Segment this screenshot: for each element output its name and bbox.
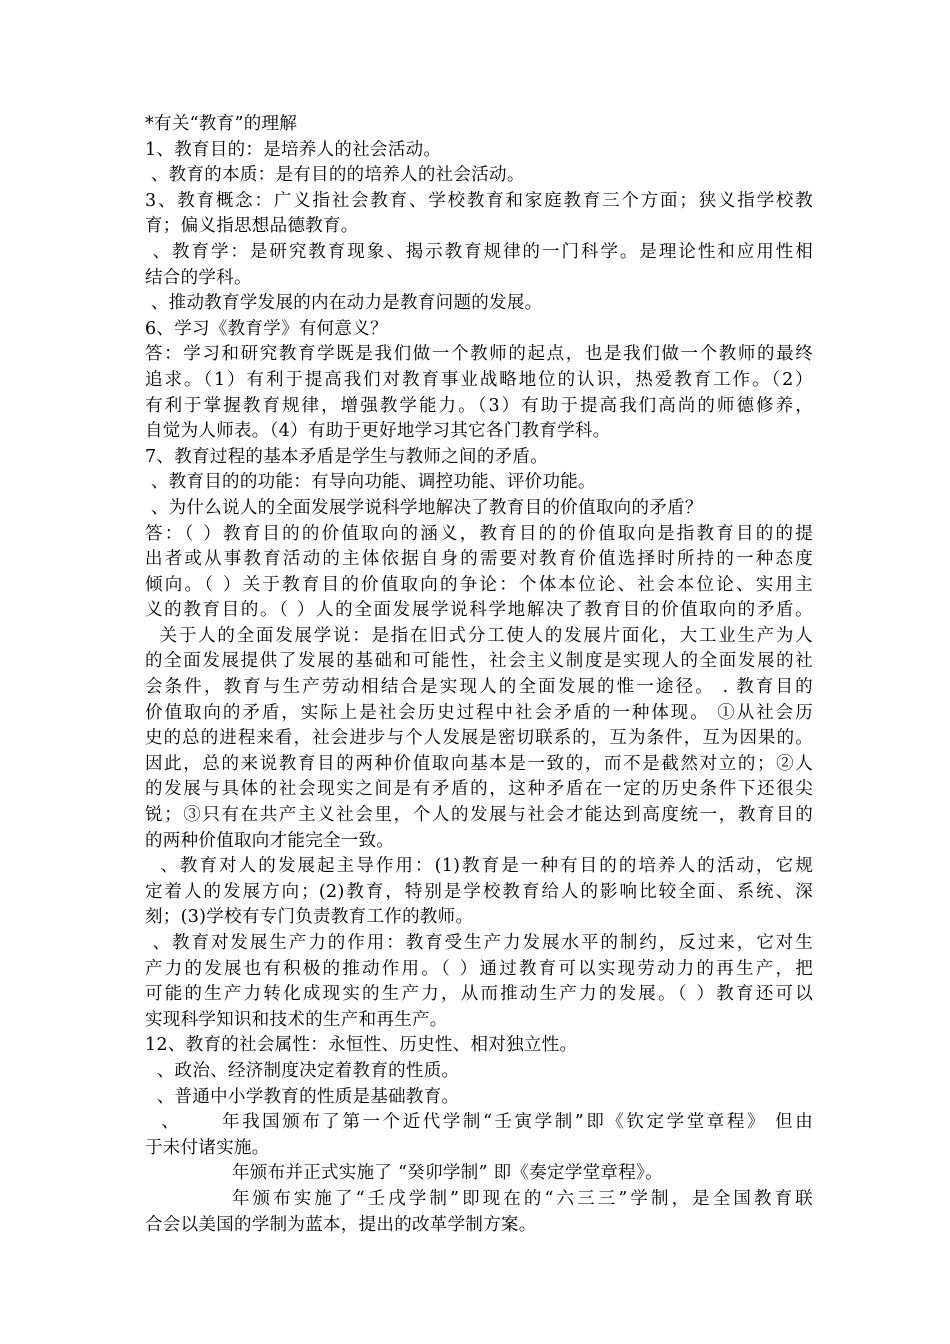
text-line: 的全面发展提供了发展的基础和可能性，社会主义制度是实现人的全面发展的社	[145, 651, 813, 672]
text-line: 1、教育目的：是培养人的社会活动。	[145, 139, 442, 160]
text-line: 定着人的发展方向；(2)教育，特别是学校教育给人的影响比较全面、系统、深	[145, 881, 813, 902]
text-line: 的两种价值取向才能完全一致。	[145, 830, 395, 851]
text-line: 年颁布并正式实施了 “癸卯学制” 即《奏定学堂章程》。	[232, 1163, 663, 1184]
text-line: 出者或从事教育活动的主体依据自身的需要对教育价值选择时所持的一种态度	[145, 549, 813, 570]
text-line: 会条件，教育与生产劳动相结合是实现人的全面发展的惟一途径。 . 教育目的	[145, 677, 813, 698]
section-heading: *有关“教育”的理解	[145, 114, 298, 134]
text-line: 因此，总的来说教育目的两种价值取向基本是一致的，而不是截然对立的；②人	[145, 753, 813, 774]
document-body	[145, 112, 813, 1238]
text-line: 答：（ ）教育目的的价值取向的涵义，教育目的的价值取向是指教育目的的提	[145, 523, 813, 544]
text-line: 史的总的进程来看，社会进步与个人发展是密切联系的，互为条件，互为因果的。	[145, 728, 813, 749]
text-line: 合会以美国的学制为蓝本，提出的改革学制方案。	[145, 1214, 537, 1235]
text-line: 、教育目的的功能：有导向功能、调控功能、评价功能。	[145, 472, 596, 493]
text-line: 、为什么说人的全面发展学说科学地解决了教育目的价值取向的矛盾？	[145, 497, 703, 518]
text-line: 的发展与具体的社会现实之间是有矛盾的，这种矛盾在一定的历史条件下还很尖	[145, 779, 813, 800]
text-line: 、教育学：是研究教育现象、揭示教育规律的一门科学。是理论性和应用性相	[145, 241, 813, 262]
text-line: 自觉为人师表。（4）有助于更好地学习其它各门教育学科。	[145, 421, 611, 442]
text-line: 刻；(3)学校有专门负责教育工作的教师。	[145, 907, 474, 928]
text-line: 年颁布实施了“壬戌学制”即现在的“六三三”学制，是全国教育联	[232, 1188, 813, 1209]
text-line: 结合的学科。	[145, 267, 252, 288]
text-line: 关于人的全面发展学说：是指在旧式分工使人的发展片面化，大工业生产为人	[145, 625, 813, 646]
text-line: 倾向。（ ）关于教育目的价值取向的争论：个体本位论、社会本位论、实用主	[145, 574, 813, 595]
text-line: 可能的生产力转化成现实的生产力，从而推动生产力的发展。（ ）教育还可以	[145, 984, 813, 1005]
text-line: 锐；③只有在共产主义社会里，个人的发展与社会才能达到高度统一，教育目的	[145, 805, 813, 826]
text-line: 、教育对人的发展起主导作用：(1)教育是一种有目的的培养人的活动，它规	[145, 856, 813, 877]
text-line: 产力的发展也有积极的推动作用。（ ）通过教育可以实现劳动力的再生产，把	[145, 958, 813, 979]
text-line: 12、教育的社会属性：永恒性、历史性、相对独立性。	[145, 1035, 578, 1056]
text-line: 、 年我国颁布了第一个近代学制“壬寅学制”即《钦定学堂章程》 但由	[145, 1112, 813, 1133]
text-line: 、教育的本质：是有目的的培养人的社会活动。	[145, 165, 525, 186]
text-line: 6、学习《教育学》有何意义？	[145, 318, 388, 339]
text-line: 义的教育目的。（ ）人的全面发展学说科学地解决了教育目的价值取向的矛盾。	[145, 600, 813, 621]
text-line: 有利于掌握教育规律，增强教学能力。（3）有助于提高我们高尚的师德修养，	[145, 395, 813, 416]
text-line: 育；偏义指思想品德教育。	[145, 216, 359, 237]
text-line: 3、教育概念：广义指社会教育、学校教育和家庭教育三个方面；狭义指学校教	[145, 190, 813, 211]
text-line: 追求。（1）有利于提高我们对教育事业战略地位的认识，热爱教育工作。（2）	[145, 369, 813, 390]
text-line: 、普通中小学教育的性质是基础教育。	[145, 1086, 460, 1107]
text-line: 、教育对发展生产力的作用：教育受生产力发展水平的制约，反过来，它对生	[145, 933, 813, 953]
text-line: 7、教育过程的基本矛盾是学生与教师之间的矛盾。	[145, 446, 549, 467]
text-line: 、政治、经济制度决定着教育的性质。	[145, 1060, 460, 1081]
text-line: 实现科学知识和技术的生产和再生产。	[145, 1009, 448, 1030]
text-line: 价值取向的矛盾，实际上是社会历史过程中社会矛盾的一种体现。 ①从社会历	[145, 702, 813, 723]
text-line: 答：学习和研究教育学既是我们做一个教师的起点，也是我们做一个教师的最终	[145, 344, 813, 365]
text-line: 、推动教育学发展的内在动力是教育问题的发展。	[145, 293, 543, 314]
text-line: 于未付诸实施。	[145, 1137, 270, 1158]
